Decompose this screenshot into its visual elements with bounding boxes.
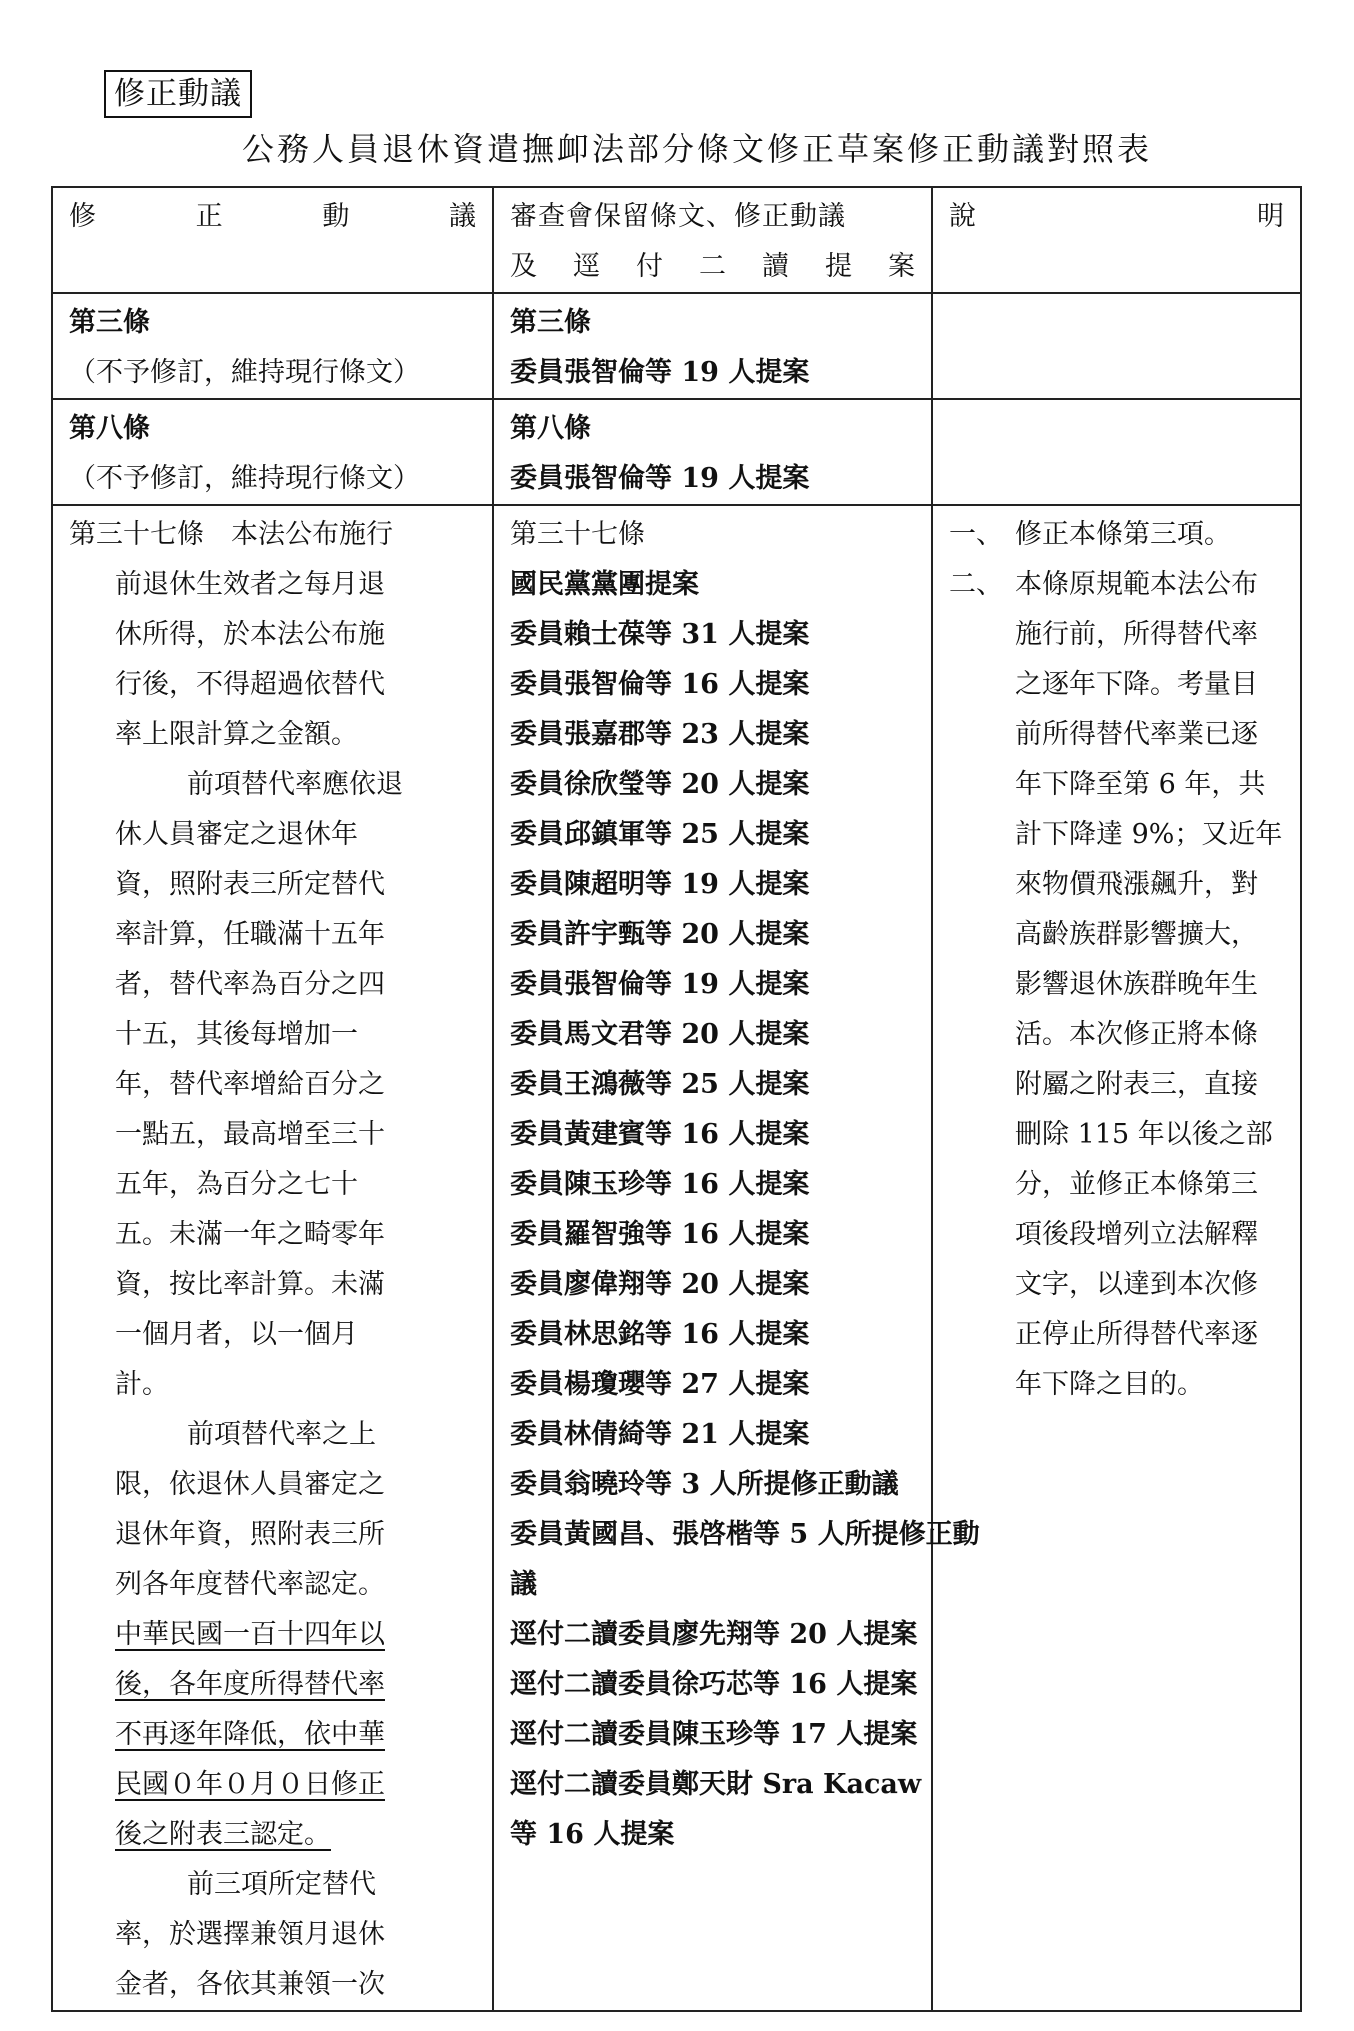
note-text-line: 計下降達 9%；又近年 xyxy=(1015,819,1283,850)
proposal-item: 委員張智倫等 19 人提案 xyxy=(510,357,810,388)
note-text-line: 施行前，所得替代率 xyxy=(1015,619,1258,650)
amendment-text-line: 計。 xyxy=(115,1369,169,1400)
proposal-item: 委員黃建賓等 16 人提案 xyxy=(510,1119,810,1150)
note-text-line: 來物價飛漲飆升，對 xyxy=(1015,869,1258,900)
amendment-text-line: 資，按比率計算。未滿 xyxy=(115,1269,385,1300)
proposal-item: 逕付二讀委員徐巧芯等 16 人提案 xyxy=(510,1669,918,1700)
article-37-proposals xyxy=(493,505,980,2011)
amendment-text-line: 率計算，任職滿十五年 xyxy=(115,919,385,950)
proposal-item: 委員廖偉翔等 20 人提案 xyxy=(510,1269,810,1300)
article-note: （不予修訂，維持現行條文） xyxy=(69,357,420,388)
amendment-text-line: 五年，為百分之七十 xyxy=(115,1169,358,1200)
article-8-explanation xyxy=(932,399,1301,505)
note-text-line: 附屬之附表三，直接 xyxy=(1015,1069,1258,1100)
header-char: 正 xyxy=(195,201,223,232)
header-row xyxy=(52,187,1301,293)
article-title: 第三條 xyxy=(69,307,150,338)
proposal-item: 委員馬文君等 20 人提案 xyxy=(510,1019,810,1050)
article-3-amendment xyxy=(52,293,493,399)
article-title: 第三條 xyxy=(510,307,591,338)
amendment-text-line: 休所得，於本法公布施 xyxy=(115,619,385,650)
header-amendment xyxy=(52,187,493,293)
article-3-proposals xyxy=(493,293,932,399)
proposal-item: 國民黨黨團提案 xyxy=(510,569,699,600)
amendment-text-line: 前退休生效者之每月退 xyxy=(115,569,385,600)
note-text-line: 文字，以達到本次修 xyxy=(1015,1269,1258,1300)
proposal-item: 逕付二讀委員陳玉珍等 17 人提案 xyxy=(510,1719,918,1750)
header-char: 修 xyxy=(69,201,96,232)
proposal-item: 逕付二讀委員鄭天財 Sra Kacaw xyxy=(510,1769,922,1800)
proposal-item: 委員邱鎮軍等 25 人提案 xyxy=(510,819,810,850)
note-number: 一、 xyxy=(949,519,1003,550)
article-8-amendment xyxy=(52,399,493,505)
proposal-item: 委員翁曉玲等 3 人所提修正動議 xyxy=(510,1469,899,1500)
paragraph-start: 前項替代率應依退 xyxy=(187,769,403,800)
article-3-explanation xyxy=(932,293,1301,399)
note-text-line: 本條原規範本法公布 xyxy=(1015,569,1258,600)
header-review xyxy=(493,187,932,293)
proposal-item: 委員陳玉珍等 16 人提案 xyxy=(510,1169,810,1200)
article-title: 第八條 xyxy=(510,413,591,444)
document-title: 公務人員退休資遣撫卹法部分條文修正草案修正動議對照表 xyxy=(241,130,1152,168)
note-text-line: 活。本次修正將本條 xyxy=(1015,1019,1258,1050)
amendment-text-line: 金者，各依其兼領一次 xyxy=(115,1969,385,2000)
amendment-text-line: 列各年度替代率認定。 xyxy=(115,1569,385,1600)
proposal-item: 委員許宇甄等 20 人提案 xyxy=(510,919,810,950)
amended-text-line: 中華民國一百十四年以 xyxy=(115,1619,385,1650)
proposal-item: 委員賴士葆等 31 人提案 xyxy=(510,619,810,650)
proposal-item: 委員張嘉郡等 23 人提案 xyxy=(510,719,810,750)
paragraph-start: 前三項所定替代 xyxy=(187,1869,376,1900)
article-title: 第八條 xyxy=(69,413,150,444)
paragraph-start: 前項替代率之上 xyxy=(187,1419,376,1450)
amendment-text-line: 率，於選擇兼領月退休 xyxy=(115,1919,385,1950)
header-char: 提 xyxy=(825,251,852,282)
note-1 xyxy=(949,510,1284,560)
proposal-item: 委員林思銘等 16 人提案 xyxy=(510,1319,810,1350)
amendment-text-line: 退休年資，照附表三所 xyxy=(115,1519,385,1550)
note-text-line: 之逐年下降。考量目 xyxy=(1015,669,1258,700)
note-text-line: 年下降之目的。 xyxy=(1015,1369,1204,1400)
note-text: 修正本條第三項。 xyxy=(1015,519,1231,550)
amendment-text-line: 五。未滿一年之畸零年 xyxy=(115,1219,385,1250)
note-number: 二、 xyxy=(949,569,1003,600)
proposal-item: 委員林倩綺等 21 人提案 xyxy=(510,1419,810,1450)
amendment-text-line: 率上限計算之金額。 xyxy=(115,719,358,750)
note-text-line: 高齡族群影響擴大， xyxy=(1015,919,1258,950)
proposal-item: 委員羅智強等 16 人提案 xyxy=(510,1219,810,1250)
header-char: 議 xyxy=(448,201,476,232)
proposal-item: 委員徐欣瑩等 20 人提案 xyxy=(510,769,810,800)
header-char: 案 xyxy=(888,251,915,282)
note-text xyxy=(1015,560,1284,1410)
amendment-text-line: 行後，不得超過依替代 xyxy=(115,669,385,700)
amendment-text-line: 十五，其後每增加一 xyxy=(115,1019,358,1050)
proposal-item: 委員王鴻薇等 25 人提案 xyxy=(510,1069,810,1100)
proposal-item: 委員黃國昌、張啓楷等 5 人所提修正動 xyxy=(510,1519,980,1550)
header-char: 及 xyxy=(510,251,537,282)
proposal-item: 逕付二讀委員廖先翔等 20 人提案 xyxy=(510,1619,918,1650)
comparison-table xyxy=(51,186,1302,2012)
amended-text-line: 民國０年０月０日修正 xyxy=(115,1769,385,1800)
amendment-text-line: 年，替代率增給百分之 xyxy=(115,1069,385,1100)
article-37-amendment xyxy=(52,505,493,2011)
article-37-explanation xyxy=(932,505,1301,2011)
header-char: 逕 xyxy=(573,251,600,282)
article-title: 第三十七條 xyxy=(510,519,645,550)
header-explanation xyxy=(932,187,1301,293)
note-text-line: 刪除 115 年以後之部 xyxy=(1015,1119,1273,1150)
article-8-proposals xyxy=(493,399,932,505)
header-char: 二 xyxy=(699,251,726,282)
proposal-item: 委員張智倫等 19 人提案 xyxy=(510,463,810,494)
proposal-item: 議 xyxy=(510,1569,537,1600)
proposal-item: 委員張智倫等 19 人提案 xyxy=(510,969,810,1000)
proposal-item: 委員張智倫等 16 人提案 xyxy=(510,669,810,700)
header-char: 付 xyxy=(636,251,663,282)
header-char: 動 xyxy=(322,201,350,232)
header-char: 讀 xyxy=(762,251,789,282)
amended-text-line: 不再逐年降低，依中華 xyxy=(115,1719,385,1750)
amendment-text-line: 資，照附表三所定替代 xyxy=(115,869,385,900)
note-text-line: 前所得替代率業已逐 xyxy=(1015,719,1258,750)
note-text-line: 分，並修正本條第三 xyxy=(1015,1169,1258,1200)
header-char: 說 xyxy=(949,201,976,232)
amendment-text-line: 限，依退休人員審定之 xyxy=(115,1469,385,1500)
proposal-item: 等 16 人提案 xyxy=(510,1819,675,1850)
note-2 xyxy=(949,560,1284,1410)
header-review-line1: 審查會保留條文、修正動議 xyxy=(510,201,846,232)
amended-text-line: 後，各年度所得替代率 xyxy=(115,1669,385,1700)
article-3-row xyxy=(52,293,1301,399)
amendment-text-line: 一點五，最高增至三十 xyxy=(115,1119,385,1150)
note-text-line: 影響退休族群晚年生 xyxy=(1015,969,1258,1000)
header-char: 明 xyxy=(1257,201,1284,232)
note-text-line: 項後段增列立法解釋 xyxy=(1015,1219,1258,1250)
proposal-item: 委員陳超明等 19 人提案 xyxy=(510,869,810,900)
note-text-line: 年下降至第 6 年，共 xyxy=(1015,769,1266,800)
article-note: （不予修訂，維持現行條文） xyxy=(69,463,420,494)
amendment-text-line: 休人員審定之退休年 xyxy=(115,819,358,850)
article-37-lead: 第三十七條 本法公布施行 xyxy=(69,519,393,550)
article-8-row xyxy=(52,399,1301,505)
amended-text-line: 後之附表三認定。 xyxy=(115,1819,331,1850)
amendment-tag: 修正動議 xyxy=(104,70,252,118)
note-text-line: 正停止所得替代率逐 xyxy=(1015,1319,1258,1350)
proposal-item: 委員楊瓊瓔等 27 人提案 xyxy=(510,1369,810,1400)
amendment-text-line: 一個月者，以一個月 xyxy=(115,1319,358,1350)
amendment-text-line: 者，替代率為百分之四 xyxy=(115,969,385,1000)
article-37-row xyxy=(52,505,1301,2011)
